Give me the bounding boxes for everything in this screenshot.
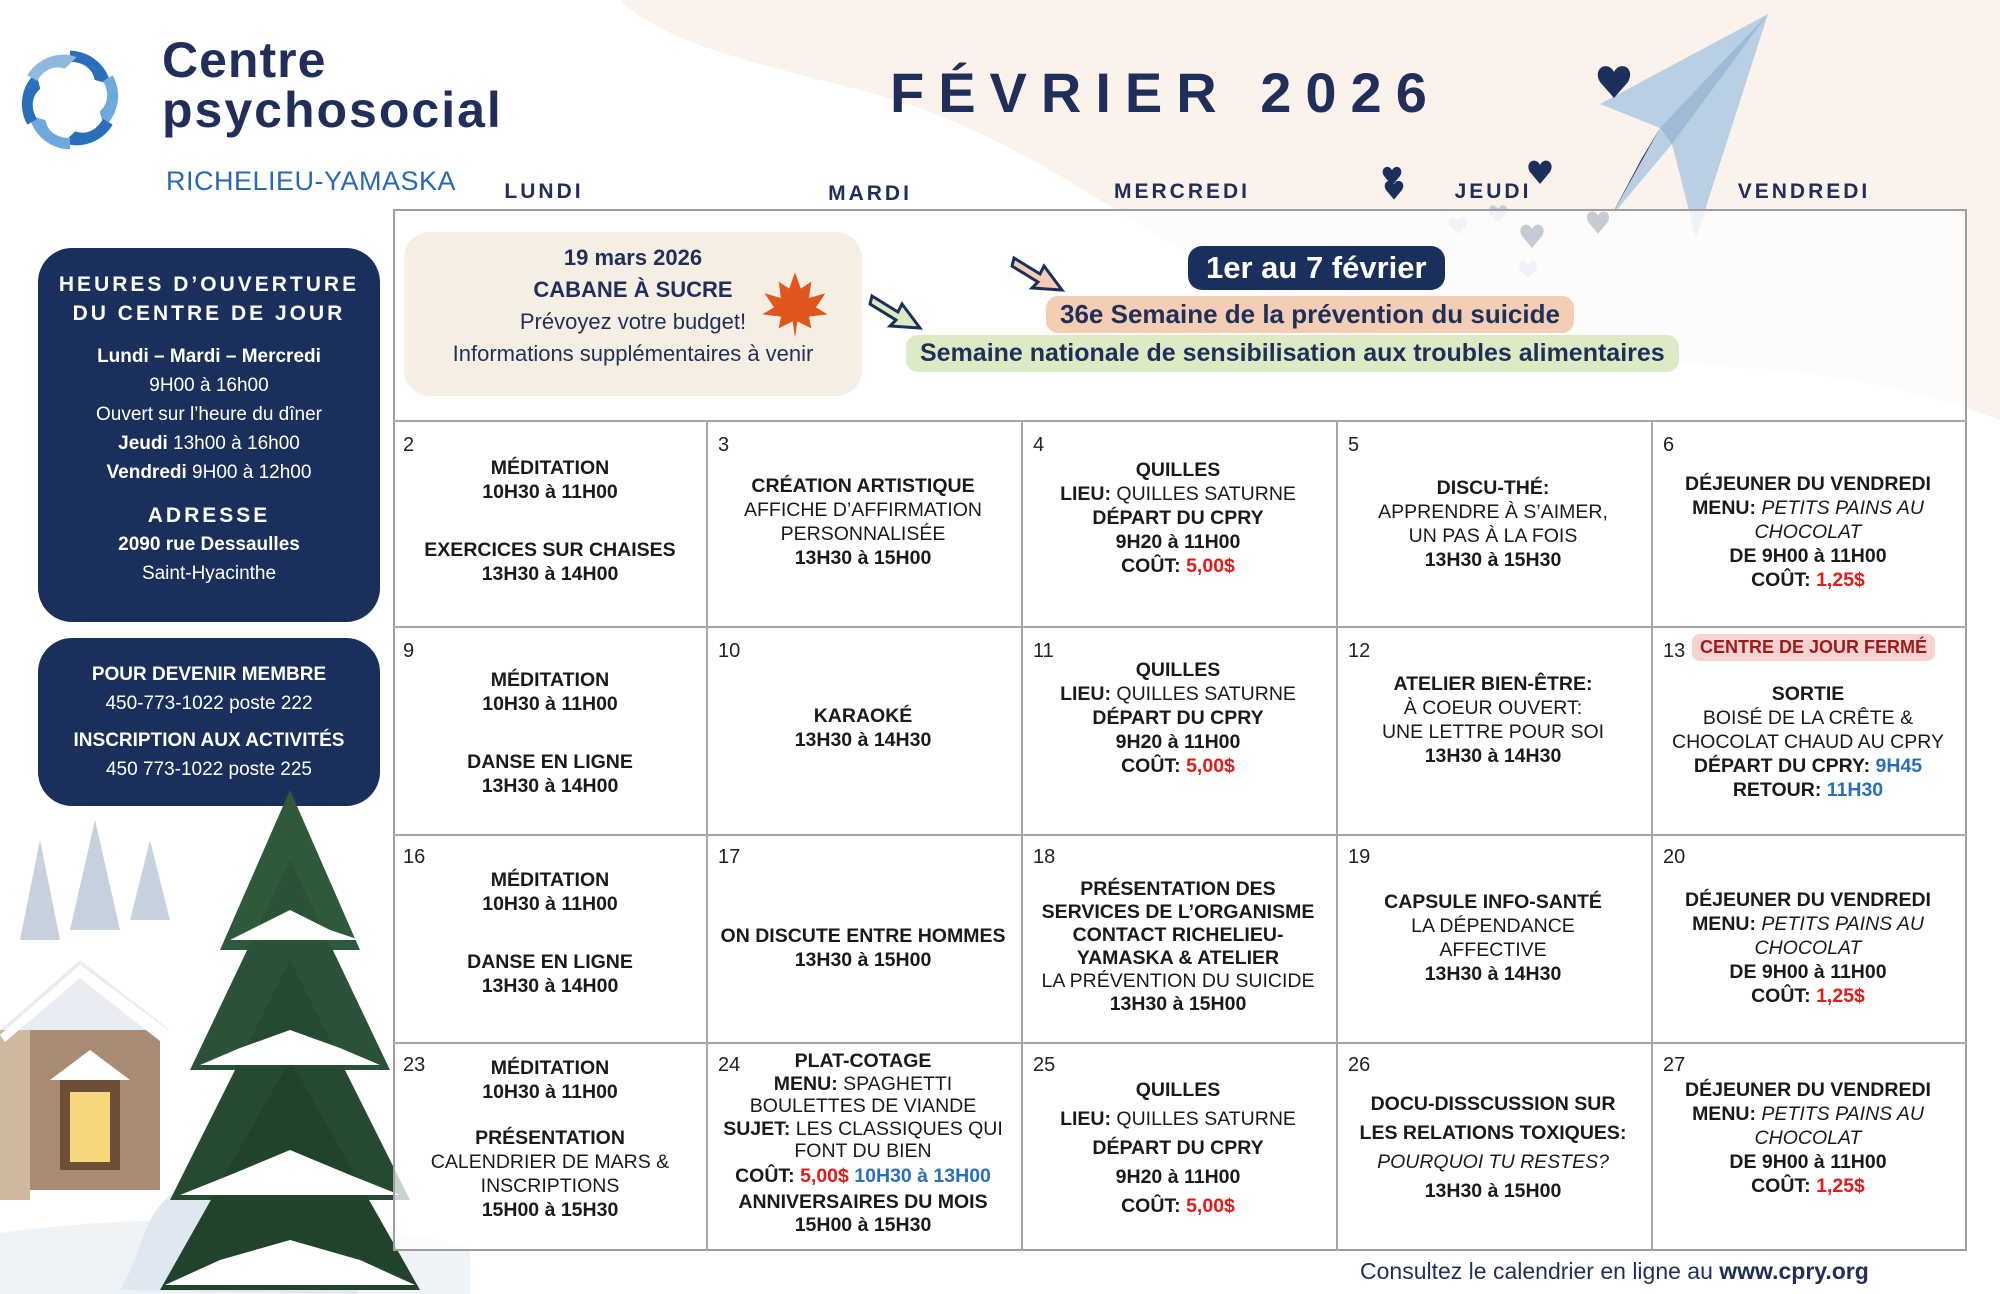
- day-cell-5: [1336, 476, 1650, 572]
- day-number: 26: [1348, 1054, 1371, 1076]
- activity-time: DE 9H00 à 11H00: [1729, 545, 1887, 567]
- day-number: 12: [1348, 640, 1371, 662]
- activity-menu: MENU: PETITS PAINS AU: [1692, 497, 1924, 519]
- maple-leaf-icon: [760, 270, 830, 340]
- day-cell-9: [393, 668, 707, 798]
- activity-title: SORTIE: [1771, 683, 1845, 705]
- cabane-date: 19 mars 2026: [563, 245, 703, 270]
- activity-subject: SUJET: LES CLASSIQUES QUI: [723, 1117, 1003, 1140]
- activity-detail: PERSONNALISÉE: [780, 523, 946, 545]
- activity-time: 9H20 à 11H00: [1115, 731, 1241, 753]
- org-name-line1: Centre: [162, 32, 327, 88]
- registration-title: INSCRIPTION AUX ACTIVITÉS: [73, 730, 345, 751]
- activity-detail: INSCRIPTIONS: [480, 1175, 620, 1197]
- day-number: 24: [718, 1054, 741, 1076]
- activity-detail: AFFECTIVE: [1439, 939, 1547, 961]
- arrow-right-icon: [1010, 248, 1066, 296]
- activity-detail: APPRENDRE À S’AIMER,: [1378, 501, 1608, 523]
- hours-lunch-note: Ouvert sur l’heure du dîner: [95, 404, 322, 425]
- activity-cost: COÛT: 1,25$: [1751, 985, 1865, 1007]
- activity-title: QUILLES: [1135, 1079, 1221, 1101]
- activity-title: DANSE EN LIGNE: [467, 751, 633, 773]
- activity-menu: BOULETTES DE VIANDE: [749, 1095, 977, 1117]
- activity-title: ATELIER BIEN-ÊTRE:: [1393, 673, 1593, 695]
- activity-return: RETOUR: 11H30: [1732, 779, 1884, 801]
- day-number: 13: [1663, 640, 1686, 662]
- day-cell-20: [1651, 888, 1965, 1008]
- suicide-prevention-week: 36e Semaine de la prévention du suicide: [1046, 296, 1574, 333]
- activity-time: 9H20 à 11H00: [1115, 1166, 1241, 1188]
- day-cell-10: [706, 704, 1020, 752]
- day-cell-23: [393, 1056, 707, 1222]
- day-cell-3: [706, 474, 1020, 570]
- activity-title: QUILLES: [1135, 659, 1221, 681]
- activity-departure: DÉPART DU CPRY: [1092, 707, 1264, 729]
- activity-departure: DÉPART DU CPRY: 9H45: [1693, 755, 1923, 777]
- activity-title: LES RELATIONS TOXIQUES:: [1359, 1122, 1627, 1144]
- activity-subject: FONT DU BIEN: [794, 1140, 932, 1162]
- activity-title: DÉJEUNER DU VENDREDI: [1685, 473, 1931, 495]
- activity-title: ON DISCUTE ENTRE HOMMES: [720, 925, 1006, 947]
- day-number: 18: [1033, 846, 1056, 868]
- org-region: RICHELIEU-YAMASKA: [166, 166, 457, 196]
- activity-title: CRÉATION ARTISTIQUE: [751, 475, 975, 497]
- activity-title: KARAOKÉ: [813, 705, 913, 727]
- activity-detail: LA DÉPENDANCE: [1411, 915, 1575, 937]
- activity-location: LIEU: QUILLES SATURNE: [1060, 683, 1296, 705]
- activity-detail: LA PRÉVENTION DU SUICIDE: [1041, 970, 1315, 992]
- activity-time: DE 9H00 à 11H00: [1729, 1151, 1887, 1173]
- activity-cost: COÛT: 5,00$: [1121, 555, 1235, 577]
- activity-title: MÉDITATION: [490, 869, 610, 891]
- activity-time: 13H30 à 14H30: [1424, 963, 1562, 985]
- cabane-line2: Informations supplémentaires à venir: [452, 341, 814, 366]
- day-cell-19: [1336, 890, 1650, 986]
- activity-time: 15H00 à 15H30: [481, 1199, 619, 1221]
- cabane-title: CABANE À SUCRE: [533, 277, 733, 302]
- address-title: ADRESSE: [147, 504, 271, 527]
- day-number: 17: [718, 846, 741, 868]
- grid-line: [393, 834, 1967, 836]
- activity-detail: POURQUOI TU RESTES?: [1377, 1151, 1609, 1173]
- activity-detail: BOISÉ DE LA CRÊTE &: [1702, 707, 1914, 729]
- address-street: 2090 rue Dessaulles: [118, 534, 300, 555]
- day-header-mardi: MARDI: [828, 182, 912, 205]
- activity-time: 13H30 à 14H00: [481, 975, 619, 997]
- hours-friday: Vendredi 9H00 à 12h00: [106, 462, 312, 483]
- activity-cost: COÛT: 5,00$: [1121, 1195, 1235, 1217]
- activity-menu: CHOCOLAT: [1754, 1127, 1862, 1149]
- activity-detail: AFFICHE D’AFFIRMATION: [744, 499, 982, 521]
- org-name-line2: psychosocial: [162, 82, 503, 138]
- activity-title: CONTACT RICHELIEU-: [1072, 924, 1284, 946]
- activity-title: MÉDITATION: [490, 669, 610, 691]
- activity-time: 13H30 à 14H00: [481, 563, 619, 585]
- day-number: 3: [718, 434, 730, 456]
- day-number: 19: [1348, 846, 1371, 868]
- hours-time: 9H00 à 16h00: [149, 375, 269, 396]
- day-number: 16: [403, 846, 426, 868]
- day-cell-16: [393, 868, 707, 998]
- awareness-week-dates: 1er au 7 février: [1188, 246, 1445, 290]
- address-city: Saint-Hyacinthe: [141, 563, 277, 584]
- activity-title: DOCU-DISSCUSSION SUR: [1370, 1093, 1616, 1115]
- hours-title-line2: DU CENTRE DE JOUR: [72, 302, 346, 325]
- activity-menu: MENU: SPAGHETTI: [773, 1072, 953, 1095]
- activity-title: PRÉSENTATION: [475, 1127, 625, 1149]
- activity-cost: COÛT: 1,25$: [1751, 569, 1865, 591]
- activity-time: 15H00 à 15H30: [794, 1213, 932, 1236]
- activity-departure: DÉPART DU CPRY: [1092, 1137, 1264, 1159]
- day-cell-2: [393, 456, 707, 586]
- activity-cost: COÛT: 1,25$: [1751, 1175, 1865, 1197]
- day-header-mercredi: MERCREDI: [1113, 180, 1250, 203]
- activity-title: MÉDITATION: [490, 1057, 610, 1079]
- logo-swirl-icon: [14, 44, 126, 156]
- day-number: 10: [718, 640, 741, 662]
- hours-title-line1: HEURES D’OUVERTURE: [58, 273, 360, 296]
- day-cell-18: [1021, 878, 1335, 1016]
- activity-title: YAMASKA & ATELIER: [1076, 947, 1280, 969]
- activity-time: 10H30 à 11H00: [482, 893, 618, 915]
- day-header-jeudi: JEUDI: [1454, 180, 1532, 203]
- activity-cost-time: COÛT: 5,00$ 10H30 à 13H00: [735, 1164, 991, 1187]
- hours-days: Lundi – Mardi – Mercredi: [97, 346, 321, 367]
- member-phone: 450-773-1022 poste 222: [105, 693, 313, 714]
- day-cell-25: [1021, 1076, 1335, 1221]
- day-number: 4: [1033, 434, 1045, 456]
- activity-menu: CHOCOLAT: [1754, 937, 1862, 959]
- grid-line: [393, 626, 1967, 628]
- opening-hours-box: [38, 248, 380, 622]
- activity-title: PLAT-COTAGE: [794, 1050, 932, 1072]
- grid-line: [393, 420, 1967, 422]
- activity-title: MÉDITATION: [490, 457, 610, 479]
- activity-title: PRÉSENTATION DES: [1080, 878, 1276, 900]
- cabane-line1: Prévoyez votre budget!: [519, 309, 747, 334]
- day-cell-4: [1021, 458, 1335, 578]
- activity-title: EXERCICES SUR CHAISES: [424, 539, 676, 561]
- activity-detail: UN PAS À LA FOIS: [1408, 525, 1578, 547]
- activity-time: 13H30 à 15H30: [1424, 549, 1562, 571]
- eating-disorders-week: Semaine nationale de sensibilisation aux troubles alimentaires: [906, 335, 1679, 372]
- hours-thursday: Jeudi 13h00 à 16h00: [118, 433, 300, 454]
- day-number: 6: [1663, 434, 1675, 456]
- day-cell-26: [1336, 1090, 1650, 1206]
- day-number: 5: [1348, 434, 1360, 456]
- activity-menu: MENU: PETITS PAINS AU: [1692, 1103, 1924, 1125]
- activity-time: 13H30 à 15H00: [794, 547, 932, 569]
- activity-time: 10H30 à 11H00: [482, 1081, 618, 1103]
- activity-detail: CHOCOLAT CHAUD AU CPRY: [1672, 731, 1944, 753]
- activity-time: 10H30 à 11H00: [482, 481, 618, 503]
- footer-note: Consultez le calendrier en ligne au www.cpry.org: [1360, 1258, 1869, 1284]
- day-number: 2: [403, 434, 415, 456]
- day-number: 20: [1663, 846, 1686, 868]
- footer-website-link[interactable]: www.cpry.org: [1719, 1258, 1869, 1284]
- activity-title: DÉJEUNER DU VENDREDI: [1685, 1079, 1931, 1101]
- activity-menu: MENU: PETITS PAINS AU: [1692, 913, 1924, 935]
- day-cell-6: [1651, 472, 1965, 592]
- activity-menu: CHOCOLAT: [1754, 521, 1862, 543]
- activity-title: ANNIVERSAIRES DU MOIS: [738, 1190, 988, 1213]
- activity-time: 13H30 à 14H00: [481, 775, 619, 797]
- activity-title: DANSE EN LIGNE: [467, 951, 633, 973]
- day-header-lundi: LUNDI: [504, 180, 584, 203]
- day-cell-12: [1336, 672, 1650, 768]
- activity-title: DÉJEUNER DU VENDREDI: [1685, 889, 1931, 911]
- day-number: 9: [403, 640, 415, 662]
- day-number: 23: [403, 1054, 426, 1076]
- arrow-right-icon: [868, 286, 924, 334]
- day-cell-13: [1651, 682, 1965, 802]
- day-cell-17: [706, 924, 1020, 972]
- activity-title: SERVICES DE L’ORGANISME: [1041, 901, 1315, 923]
- activity-time: 9H20 à 11H00: [1115, 531, 1241, 553]
- member-title: POUR DEVENIR MEMBRE: [91, 664, 327, 685]
- activity-time: 10H30 à 11H00: [482, 693, 618, 715]
- day-number: 11: [1033, 640, 1054, 662]
- activity-cost: COÛT: 5,00$: [1121, 755, 1235, 777]
- page-title: FÉVRIER 2026: [890, 61, 1441, 124]
- activity-time: DE 9H00 à 11H00: [1729, 961, 1887, 983]
- closed-badge: CENTRE DE JOUR FERMÉ: [1692, 634, 1935, 661]
- activity-location: LIEU: QUILLES SATURNE: [1060, 1108, 1296, 1130]
- activity-title: DISCU-THÉ:: [1436, 477, 1550, 499]
- activity-title: QUILLES: [1135, 459, 1221, 481]
- day-header-vendredi: VENDREDI: [1737, 180, 1871, 203]
- day-cell-11: [1021, 658, 1335, 778]
- day-number: 25: [1033, 1054, 1056, 1076]
- activity-time: 13H30 à 15H00: [1424, 1180, 1562, 1202]
- activity-time: 13H30 à 14H30: [1424, 745, 1562, 767]
- grid-line: [393, 1042, 1967, 1044]
- registration-phone: 450 773-1022 poste 225: [105, 759, 312, 780]
- activity-time: 13H30 à 15H00: [1109, 993, 1247, 1015]
- day-cell-27: [1651, 1078, 1965, 1198]
- day-number: 27: [1663, 1054, 1686, 1076]
- activity-location: LIEU: QUILLES SATURNE: [1060, 483, 1296, 505]
- activity-time: 13H30 à 15H00: [794, 949, 932, 971]
- activity-departure: DÉPART DU CPRY: [1092, 507, 1264, 529]
- day-cell-24: [706, 1050, 1020, 1235]
- activity-detail: UNE LETTRE POUR SOI: [1381, 721, 1605, 743]
- activity-detail: CALENDRIER DE MARS &: [430, 1151, 670, 1173]
- activity-title: CAPSULE INFO-SANTÉ: [1384, 891, 1602, 913]
- activity-time: 13H30 à 14H30: [794, 729, 932, 751]
- activity-detail: À COEUR OUVERT:: [1403, 697, 1583, 719]
